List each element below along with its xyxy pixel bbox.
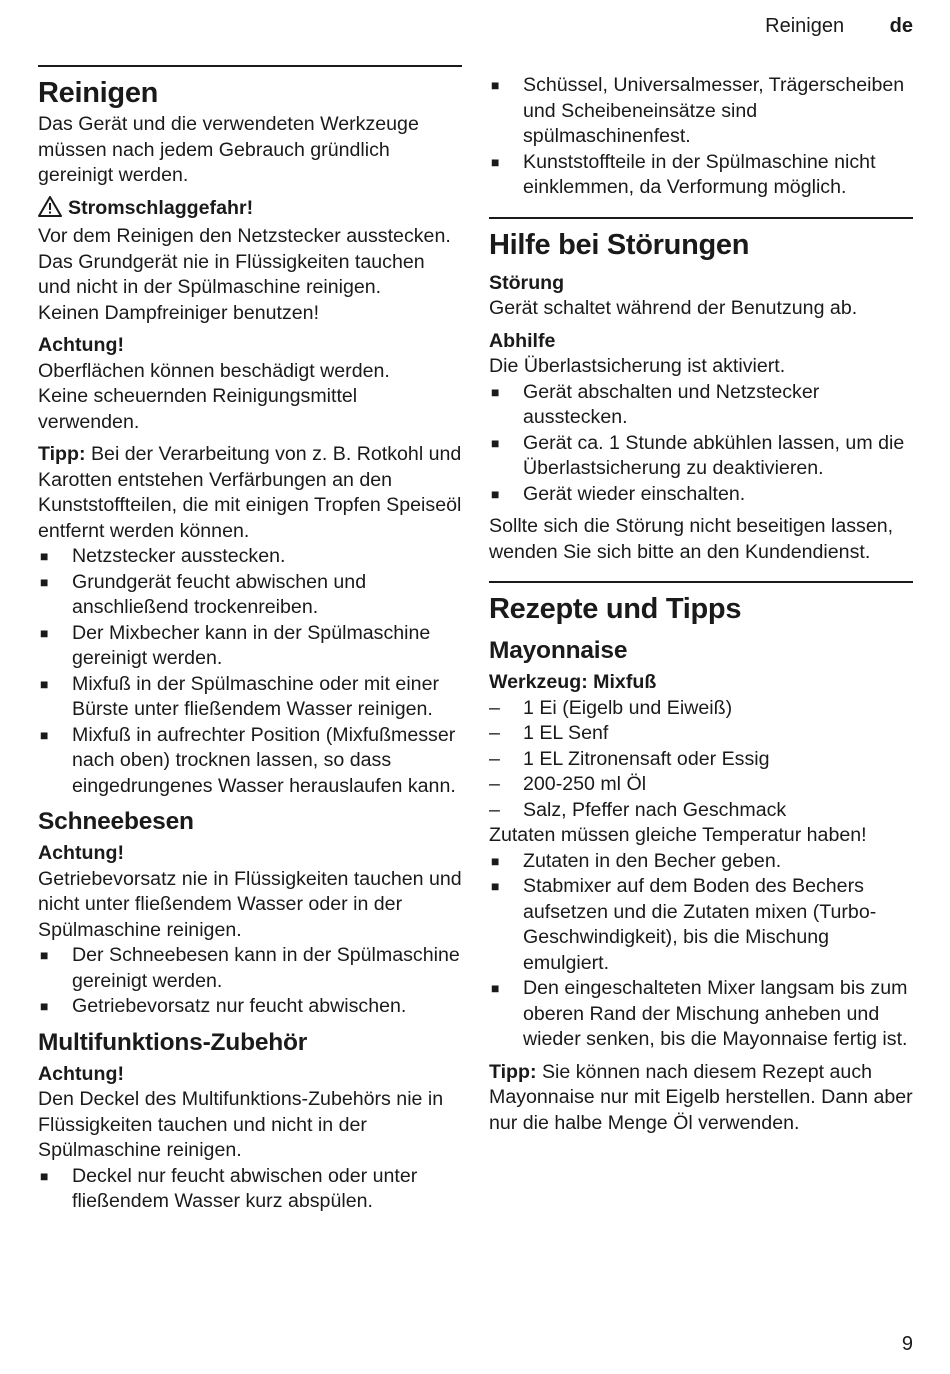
danger-heading xyxy=(38,196,462,225)
recipe-tip xyxy=(489,1060,913,1137)
help-steps xyxy=(489,380,913,508)
bullet-square-icon: ■ xyxy=(40,675,49,692)
list-item: – 1 EL Zitronensaft oder Essig xyxy=(489,747,913,773)
caution-label: Achtung! xyxy=(38,1062,124,1085)
section-title-reinigen: Reinigen xyxy=(38,65,462,112)
danger-line: Vor dem Reinigen den Netzstecker ausstecken. xyxy=(38,225,451,247)
list-item: ■ Gerät wieder einschalten. xyxy=(489,482,913,508)
bullet-square-icon: ■ xyxy=(40,1167,49,1184)
bullet-square-icon: ■ xyxy=(40,573,49,590)
list-item: ■ Kunststoffteile in der Spülmaschine nicht einklemmen, da Verformung möglich. xyxy=(491,150,876,198)
bullet-square-icon: ■ xyxy=(40,624,49,641)
bullet-square-icon: ■ xyxy=(40,548,49,564)
list-item: – 1 Ei (Eigelb und Eiweiß) xyxy=(489,696,913,722)
bullet-square-icon: ■ xyxy=(491,852,500,869)
bullet-square-icon: ■ xyxy=(40,726,49,743)
subsection-title-schneebesen: Schneebesen xyxy=(38,808,194,835)
remedy-label: Abhilfe xyxy=(489,329,556,352)
section-title-rezepte: Rezepte und Tipps xyxy=(489,581,913,628)
list-item: ■ Gerät ca. 1 Stunde abkühlen lassen, um die Überlastsicherung zu deaktivieren. xyxy=(491,431,905,479)
list-item: – 1 EL Senf xyxy=(489,721,913,747)
bullet-square-icon: ■ xyxy=(491,153,500,170)
list-item: ■ Mixfuß in aufrechter Position (Mixfußmesser nach oben) trocknen lassen, so dass eingedrungenes Wasser herauslaufen kann. xyxy=(40,723,456,797)
list-item: ■ Mixfuß in der Spülmaschine oder mit einer Bürste unter fließendem Wasser reinigen. xyxy=(40,672,439,720)
tip-paragraph xyxy=(38,442,462,544)
dash-bullet: – xyxy=(489,798,500,821)
bullet-square-icon: ■ xyxy=(491,980,500,996)
tip-text: Sie können nach diesem Rezept auch Mayonnaise nur mit Eigelb herstellen. Dann aber nur die halbe Menge Öl verwenden. xyxy=(489,1060,913,1134)
tool-label: Werkzeug: Mixfuß xyxy=(489,671,657,693)
header-language: de xyxy=(889,15,913,37)
caution-line: Oberflächen können beschädigt werden. xyxy=(38,359,390,382)
danger-line: Das Grundgerät nie in Flüssigkeiten tauchen und nicht in der Spülmaschine reinigen. xyxy=(38,250,425,298)
list-item: – Salz, Pfeffer nach Geschmack xyxy=(489,798,913,824)
page-number: 9 xyxy=(901,1333,913,1355)
fault-text: Gerät schaltet während der Benutzung ab. xyxy=(489,297,858,319)
continued-steps xyxy=(489,73,913,201)
remedy-text: Die Überlastsicherung ist aktiviert. xyxy=(489,355,786,377)
danger-label: Stromschlaggefahr! xyxy=(68,196,254,219)
right-column xyxy=(489,73,913,1136)
intro-text: Das Gerät und die verwendeten Werkzeuge müssen nach jedem Gebrauch gründlich gereinigt werden. xyxy=(38,113,419,186)
list-item: ■ Der Mixbecher kann in der Spülmaschine gereinigt werden. xyxy=(40,621,431,669)
bullet-square-icon: ■ xyxy=(491,434,500,451)
bullet-square-icon: ■ xyxy=(40,998,49,1014)
dash-bullet: – xyxy=(489,773,500,795)
list-item: ■ Der Schneebesen kann in der Spülmaschine gereinigt werden. xyxy=(40,944,460,992)
bullet-square-icon: ■ xyxy=(491,878,500,894)
cleaning-steps xyxy=(38,544,462,799)
page-header xyxy=(765,15,913,38)
list-item: ■ Den eingeschalteten Mixer langsam bis zum oberen Rand der Mischung anheben und wieder senken, bis die Mayonnaise fertig ist. xyxy=(491,977,908,1050)
list-item: ■ Zutaten in den Becher geben. xyxy=(489,849,913,875)
list-item: ■ Stabmixer auf dem Boden des Bechers aufsetzen und die Zutaten mixen (Turbo-Geschwindigkeit), bis die Mischung emulgiert. xyxy=(491,875,877,974)
temperature-note: Zutaten müssen gleiche Temperatur haben! xyxy=(489,824,867,846)
list-item: – 200-250 ml Öl xyxy=(489,772,913,798)
caution-label: Achtung! xyxy=(38,842,124,864)
multi-steps xyxy=(38,1164,462,1215)
list-item: ■ Getriebevorsatz nur feucht abwischen. xyxy=(38,994,462,1020)
warning-triangle-icon xyxy=(38,196,62,225)
dash-bullet: – xyxy=(489,696,500,719)
subsection-title-mayonnaise: Mayonnaise xyxy=(489,637,628,664)
caution-text: Den Deckel des Multifunktions-Zubehörs nie in Flüssigkeiten tauchen und nicht in der Spülmaschine reinigen. xyxy=(38,1088,444,1161)
dash-bullet: – xyxy=(489,747,500,770)
caution-text: Getriebevorsatz nie in Flüssigkeiten tauchen und nicht unter fließendem Wasser oder in der Spülmaschine reinigen. xyxy=(38,867,462,941)
header-section: Reinigen xyxy=(765,15,845,37)
list-item: ■ Grundgerät feucht abwischen und anschließend trockenreiben. xyxy=(40,570,367,618)
bullet-square-icon: ■ xyxy=(491,77,500,93)
list-item: ■ Deckel nur feucht abwischen oder unter fließendem Wasser kurz abspülen. xyxy=(40,1164,418,1212)
fault-label: Störung xyxy=(489,271,565,294)
list-item: ■ Gerät abschalten und Netzstecker ausstecken. xyxy=(491,380,820,428)
whisk-steps xyxy=(38,943,462,1020)
tip-label: Tipp: xyxy=(38,443,86,465)
subsection-title-multifunktion: Multifunktions-Zubehör xyxy=(38,1028,308,1056)
list-item: ■ Netzstecker ausstecken. xyxy=(38,544,462,570)
list-item: ■ Schüssel, Universalmesser, Trägerscheiben und Scheibeneinsätze sind spülmaschinenfest. xyxy=(491,74,905,147)
section-title-hilfe: Hilfe bei Störungen xyxy=(489,217,913,264)
danger-line: Keinen Dampfreiniger benutzen! xyxy=(38,301,320,324)
ingredients-list xyxy=(489,696,913,824)
help-note: Sollte sich die Störung nicht beseitigen lassen, wenden Sie sich bitte an den Kundendienst. xyxy=(489,515,894,563)
bullet-square-icon: ■ xyxy=(491,383,500,400)
tip-label: Tipp: xyxy=(489,1060,537,1083)
left-column xyxy=(38,65,462,1215)
recipe-steps xyxy=(489,849,913,1053)
tip-text: Bei der Verarbeitung von z. B. Rotkohl und Karotten entstehen Verfärbungen an den Kunststoffteilen, die mit einigen Tropfen Speiseöl entfernt werden können. xyxy=(38,443,462,542)
caution-label: Achtung! xyxy=(38,334,124,356)
caution-line: Keine scheuernden Reinigungsmittel verwenden. xyxy=(38,385,358,433)
bullet-square-icon: ■ xyxy=(40,947,49,963)
dash-bullet: – xyxy=(489,722,500,744)
bullet-square-icon: ■ xyxy=(491,485,500,502)
